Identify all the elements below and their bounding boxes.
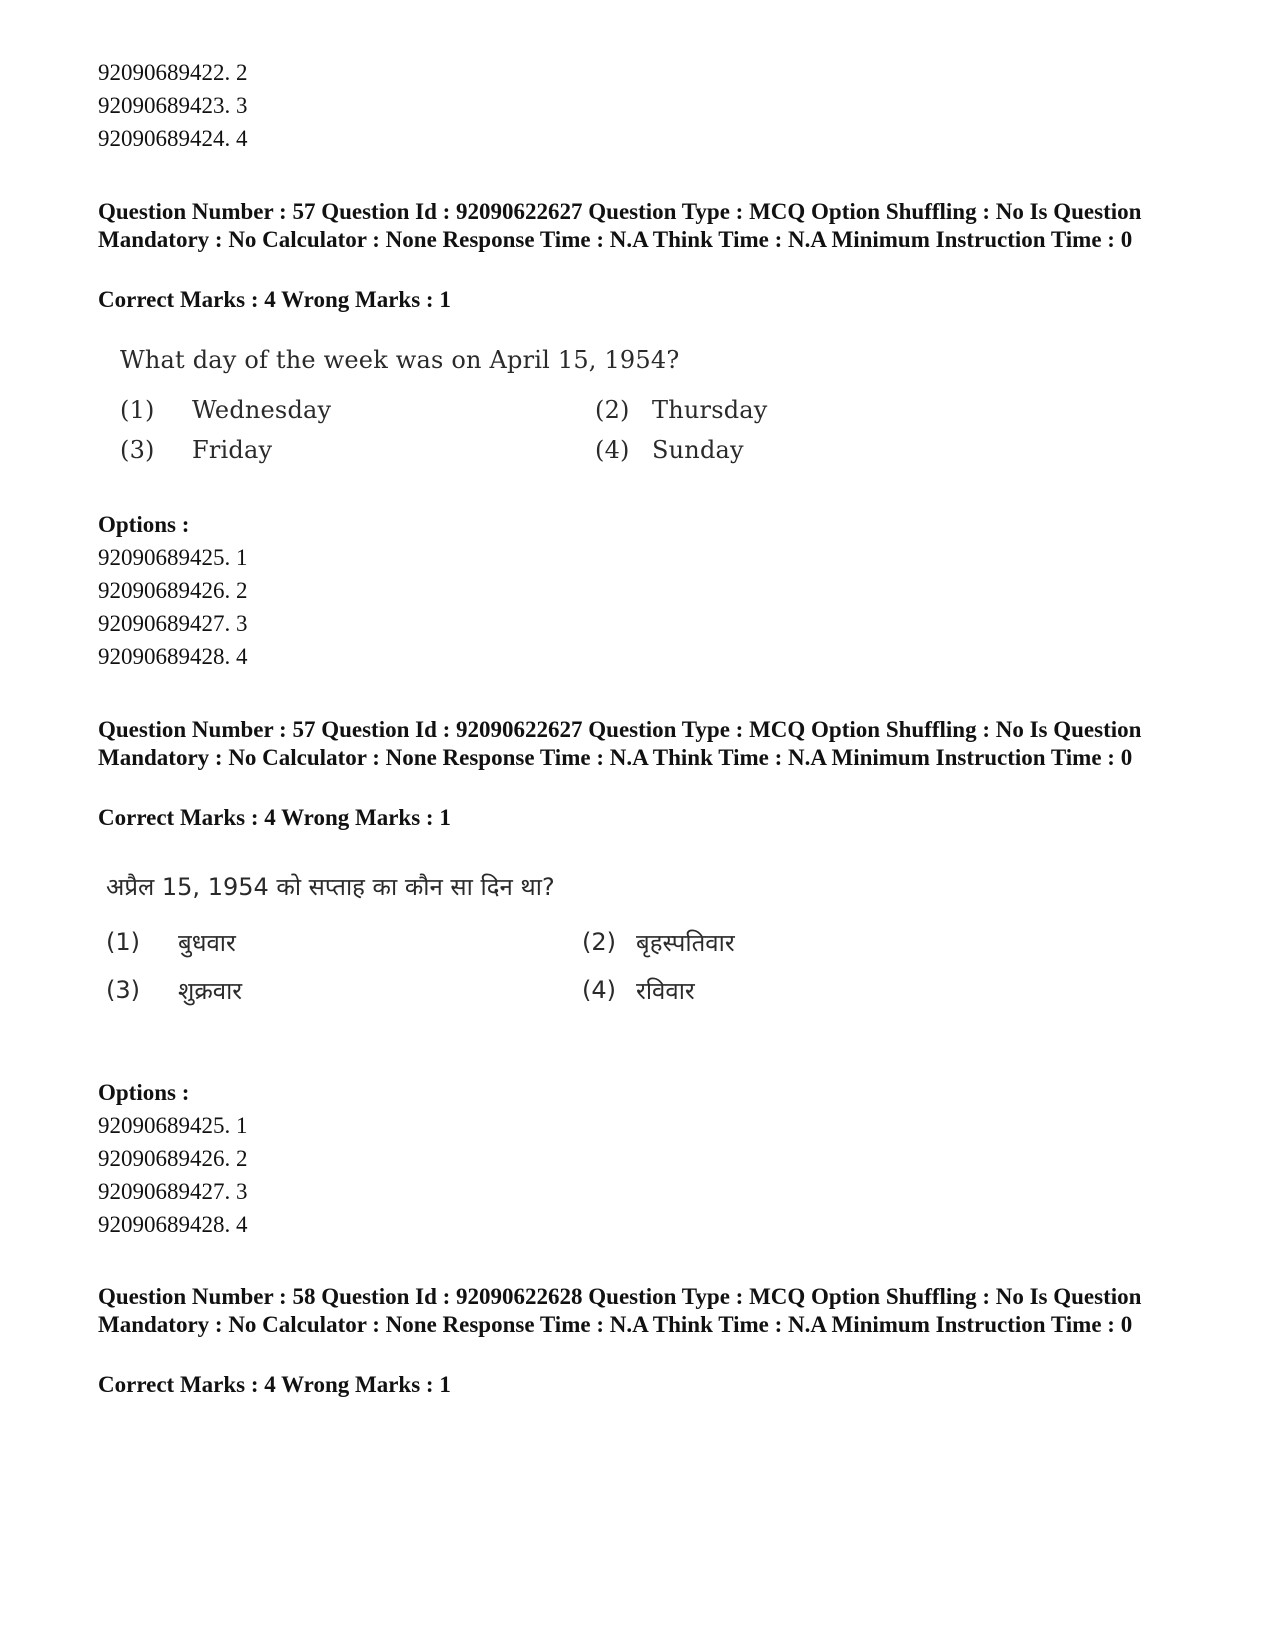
question-meta: Question Number : 57 Question Id : 92090622627 Question Type : MCQ Option Shuffling : No Is Question Mandatory : No Calculator : None Response Time : N.A Think Time : N.A Minimum Instruction Time : 0 (98, 199, 1142, 252)
answer-choice-text: बुधवार (178, 929, 236, 957)
option-line: 92090689426. 2 (98, 578, 248, 603)
option-line: 92090689426. 2 (98, 1146, 248, 1171)
question-meta: Question Number : 58 Question Id : 92090622628 Question Type : MCQ Option Shuffling : No Is Question Mandatory : No Calculator : None Response Time : N.A Think Time : N.A Minimum Instruction Time : 0 (98, 1284, 1142, 1337)
option-line: 92090689422. 2 (98, 60, 248, 85)
question-text: अप्रैल 15, 1954 को सप्ताह का कौन सा दिन था? (106, 873, 555, 901)
option-line: 92090689427. 3 (98, 1179, 248, 1204)
answer-choice-text: शुक्रवार (178, 977, 243, 1005)
answer-choice: (4) (595, 436, 630, 464)
answer-choice: (4) (582, 976, 616, 1004)
answer-choice-text: Thursday (652, 396, 768, 424)
option-line: 92090689425. 1 (98, 1113, 248, 1138)
answer-choice: (1) (106, 928, 140, 956)
answer-choice: (2) (582, 928, 616, 956)
option-line: 92090689427. 3 (98, 611, 248, 636)
question-marks: Correct Marks : 4 Wrong Marks : 1 (98, 805, 451, 830)
answer-choice: (1) (120, 396, 155, 424)
answer-choice: (3) (120, 436, 155, 464)
options-label: Options : (98, 512, 190, 537)
option-line: 92090689428. 4 (98, 644, 248, 669)
answer-choice: (3) (106, 976, 140, 1004)
option-line: 92090689425. 1 (98, 545, 248, 570)
answer-choice-text: Sunday (652, 436, 744, 464)
question-marks: Correct Marks : 4 Wrong Marks : 1 (98, 287, 451, 312)
option-line: 92090689423. 3 (98, 93, 248, 118)
answer-choice-text: Friday (192, 436, 273, 464)
answer-choice: (2) (595, 396, 630, 424)
answer-choice-text: Wednesday (192, 396, 332, 424)
option-line: 92090689424. 4 (98, 126, 248, 151)
answer-choice-text: रविवार (636, 977, 695, 1005)
options-label: Options : (98, 1080, 190, 1105)
question-meta: Question Number : 57 Question Id : 92090622627 Question Type : MCQ Option Shuffling : No Is Question Mandatory : No Calculator : None Response Time : N.A Think Time : N.A Minimum Instruction Time : 0 (98, 717, 1142, 770)
option-line: 92090689428. 4 (98, 1212, 248, 1237)
question-marks: Correct Marks : 4 Wrong Marks : 1 (98, 1372, 451, 1397)
answer-choice-text: बृहस्पतिवार (636, 929, 735, 957)
question-text: What day of the week was on April 15, 1954? (120, 346, 680, 374)
